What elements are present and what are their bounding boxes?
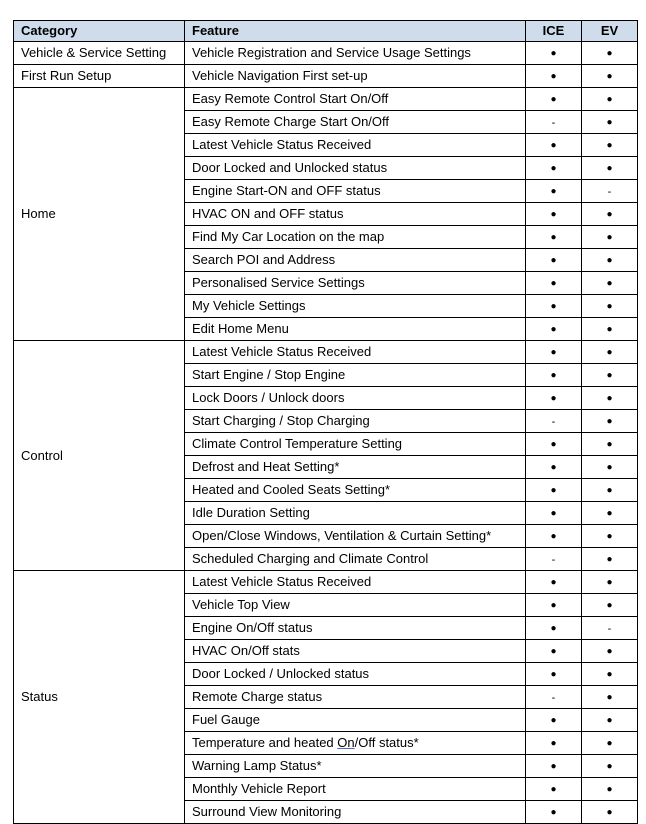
ice-availability-cell [526,272,582,295]
ice-availability-cell [526,65,582,88]
category-cell: Control [14,341,185,571]
feature-cell: Warning Lamp Status* [185,755,526,778]
available-mark: ● [550,784,557,795]
ice-availability-cell [526,479,582,502]
feature-cell: Door Locked / Unlocked status [185,663,526,686]
feature-cell: Engine Start-ON and OFF status [185,180,526,203]
ice-availability-cell [526,249,582,272]
ev-availability-cell [582,732,638,755]
available-mark: ● [606,117,613,128]
available-mark: ● [550,209,557,220]
feature-cell: Lock Doors / Unlock doors [185,387,526,410]
table-row [14,88,638,111]
available-mark: ● [550,807,557,818]
available-mark: ● [606,301,613,312]
ev-availability-cell [582,778,638,801]
ice-availability-cell [526,433,582,456]
feature-table [13,20,638,824]
available-mark: ● [606,738,613,749]
category-cell: Status [14,571,185,824]
available-mark: ● [606,416,613,427]
table-body [14,42,638,824]
available-mark: ● [550,301,557,312]
available-mark: ● [550,370,557,381]
ev-availability-cell [582,65,638,88]
available-mark: ● [550,531,557,542]
available-mark: ● [606,600,613,611]
ice-availability-cell [526,571,582,594]
available-mark: ● [606,669,613,680]
ice-availability-cell [526,640,582,663]
underlined-word: On [337,735,355,750]
available-mark: ● [550,232,557,243]
ev-availability-cell [582,272,638,295]
ice-availability-cell [526,341,582,364]
ev-availability-cell [582,640,638,663]
available-mark: ● [550,577,557,588]
table-row [14,42,638,65]
feature-cell: Scheduled Charging and Climate Control [185,548,526,571]
ice-availability-cell [526,732,582,755]
table-row [14,65,638,88]
available-mark: ● [606,94,613,105]
header-category: Category [14,21,185,42]
available-mark: ● [606,554,613,565]
available-mark: ● [606,209,613,220]
ev-availability-cell [582,134,638,157]
feature-cell: Heated and Cooled Seats Setting* [185,479,526,502]
available-mark: ● [606,347,613,358]
ev-availability-cell [582,617,638,640]
feature-cell: Open/Close Windows, Ventilation & Curtain Setting* [185,525,526,548]
ice-availability-cell [526,42,582,65]
available-mark: ● [606,48,613,59]
ice-availability-cell [526,801,582,824]
available-mark: ● [606,393,613,404]
available-mark: ● [550,163,557,174]
available-mark: ● [550,140,557,151]
feature-cell: Temperature and heated On/Off status* [185,732,526,755]
feature-cell: Surround View Monitoring [185,801,526,824]
ice-availability-cell [526,180,582,203]
feature-cell: Start Engine / Stop Engine [185,364,526,387]
ice-availability-cell [526,502,582,525]
ice-availability-cell [526,456,582,479]
category-cell: Vehicle & Service Setting [14,42,185,65]
ice-availability-cell [526,686,582,709]
available-mark: ● [550,715,557,726]
available-mark: ● [606,508,613,519]
feature-cell: Edit Home Menu [185,318,526,341]
ice-availability-cell [526,594,582,617]
feature-cell: Door Locked and Unlocked status [185,157,526,180]
available-mark: ● [606,439,613,450]
feature-cell: Vehicle Top View [185,594,526,617]
ice-availability-cell [526,111,582,134]
ice-availability-cell [526,295,582,318]
feature-cell: Personalised Service Settings [185,272,526,295]
ice-availability-cell [526,617,582,640]
feature-cell: Easy Remote Control Start On/Off [185,88,526,111]
not-available-mark: - [607,185,612,198]
available-mark: ● [550,48,557,59]
table-row [14,571,638,594]
not-available-mark: - [551,691,556,704]
feature-cell: Latest Vehicle Status Received [185,571,526,594]
ev-availability-cell [582,203,638,226]
ev-availability-cell [582,364,638,387]
feature-cell: HVAC ON and OFF status [185,203,526,226]
feature-cell: Easy Remote Charge Start On/Off [185,111,526,134]
ice-availability-cell [526,548,582,571]
ev-availability-cell [582,42,638,65]
available-mark: ● [550,761,557,772]
ev-availability-cell [582,318,638,341]
table-row [14,341,638,364]
ev-availability-cell [582,341,638,364]
available-mark: ● [606,278,613,289]
not-available-mark: - [607,622,612,635]
ice-availability-cell [526,387,582,410]
available-mark: ● [606,646,613,657]
feature-cell: Defrost and Heat Setting* [185,456,526,479]
ev-availability-cell [582,571,638,594]
available-mark: ● [606,692,613,703]
feature-cell: Search POI and Address [185,249,526,272]
available-mark: ● [606,485,613,496]
not-available-mark: - [551,553,556,566]
available-mark: ● [550,646,557,657]
category-cell: Home [14,88,185,341]
available-mark: ● [606,163,613,174]
available-mark: ● [606,370,613,381]
ice-availability-cell [526,318,582,341]
available-mark: ● [606,140,613,151]
available-mark: ● [606,462,613,473]
available-mark: ● [550,255,557,266]
available-mark: ● [606,255,613,266]
available-mark: ● [550,738,557,749]
header-row [14,21,638,42]
available-mark: ● [606,577,613,588]
feature-cell: My Vehicle Settings [185,295,526,318]
available-mark: ● [550,439,557,450]
ev-availability-cell [582,456,638,479]
available-mark: ● [606,531,613,542]
ev-availability-cell [582,88,638,111]
header-ev: EV [582,21,638,42]
ev-availability-cell [582,709,638,732]
ev-availability-cell [582,479,638,502]
header-feature: Feature [185,21,526,42]
available-mark: ● [550,600,557,611]
ice-availability-cell [526,709,582,732]
feature-cell: Idle Duration Setting [185,502,526,525]
feature-cell: Find My Car Location on the map [185,226,526,249]
ev-availability-cell [582,180,638,203]
available-mark: ● [550,324,557,335]
header-ice: ICE [526,21,582,42]
feature-cell: Vehicle Navigation First set-up [185,65,526,88]
available-mark: ● [550,94,557,105]
not-available-mark: - [551,415,556,428]
available-mark: ● [550,623,557,634]
available-mark: ● [606,71,613,82]
available-mark: ● [606,807,613,818]
available-mark: ● [550,462,557,473]
not-available-mark: - [551,116,556,129]
available-mark: ● [550,669,557,680]
ev-availability-cell [582,755,638,778]
feature-cell: Engine On/Off status [185,617,526,640]
ice-availability-cell [526,134,582,157]
ev-availability-cell [582,111,638,134]
available-mark: ● [550,393,557,404]
available-mark: ● [550,186,557,197]
ev-availability-cell [582,525,638,548]
ev-availability-cell [582,387,638,410]
available-mark: ● [606,761,613,772]
ice-availability-cell [526,157,582,180]
ev-availability-cell [582,548,638,571]
feature-cell: HVAC On/Off stats [185,640,526,663]
ev-availability-cell [582,433,638,456]
feature-cell: Latest Vehicle Status Received [185,134,526,157]
ice-availability-cell [526,755,582,778]
feature-cell: Vehicle Registration and Service Usage Settings [185,42,526,65]
available-mark: ● [550,508,557,519]
ice-availability-cell [526,364,582,387]
ev-availability-cell [582,686,638,709]
ev-availability-cell [582,410,638,433]
available-mark: ● [550,347,557,358]
ice-availability-cell [526,778,582,801]
ev-availability-cell [582,801,638,824]
feature-cell: Monthly Vehicle Report [185,778,526,801]
available-mark: ● [550,71,557,82]
category-cell: First Run Setup [14,65,185,88]
feature-cell: Climate Control Temperature Setting [185,433,526,456]
available-mark: ● [550,485,557,496]
ev-availability-cell [582,295,638,318]
ice-availability-cell [526,226,582,249]
ice-availability-cell [526,525,582,548]
feature-cell: Remote Charge status [185,686,526,709]
ev-availability-cell [582,226,638,249]
ice-availability-cell [526,663,582,686]
available-mark: ● [606,324,613,335]
feature-cell: Fuel Gauge [185,709,526,732]
ice-availability-cell [526,410,582,433]
ev-availability-cell [582,594,638,617]
ev-availability-cell [582,502,638,525]
feature-cell: Start Charging / Stop Charging [185,410,526,433]
feature-cell: Latest Vehicle Status Received [185,341,526,364]
available-mark: ● [550,278,557,289]
ice-availability-cell [526,203,582,226]
available-mark: ● [606,715,613,726]
available-mark: ● [606,784,613,795]
available-mark: ● [606,232,613,243]
ev-availability-cell [582,157,638,180]
ev-availability-cell [582,663,638,686]
ev-availability-cell [582,249,638,272]
ice-availability-cell [526,88,582,111]
